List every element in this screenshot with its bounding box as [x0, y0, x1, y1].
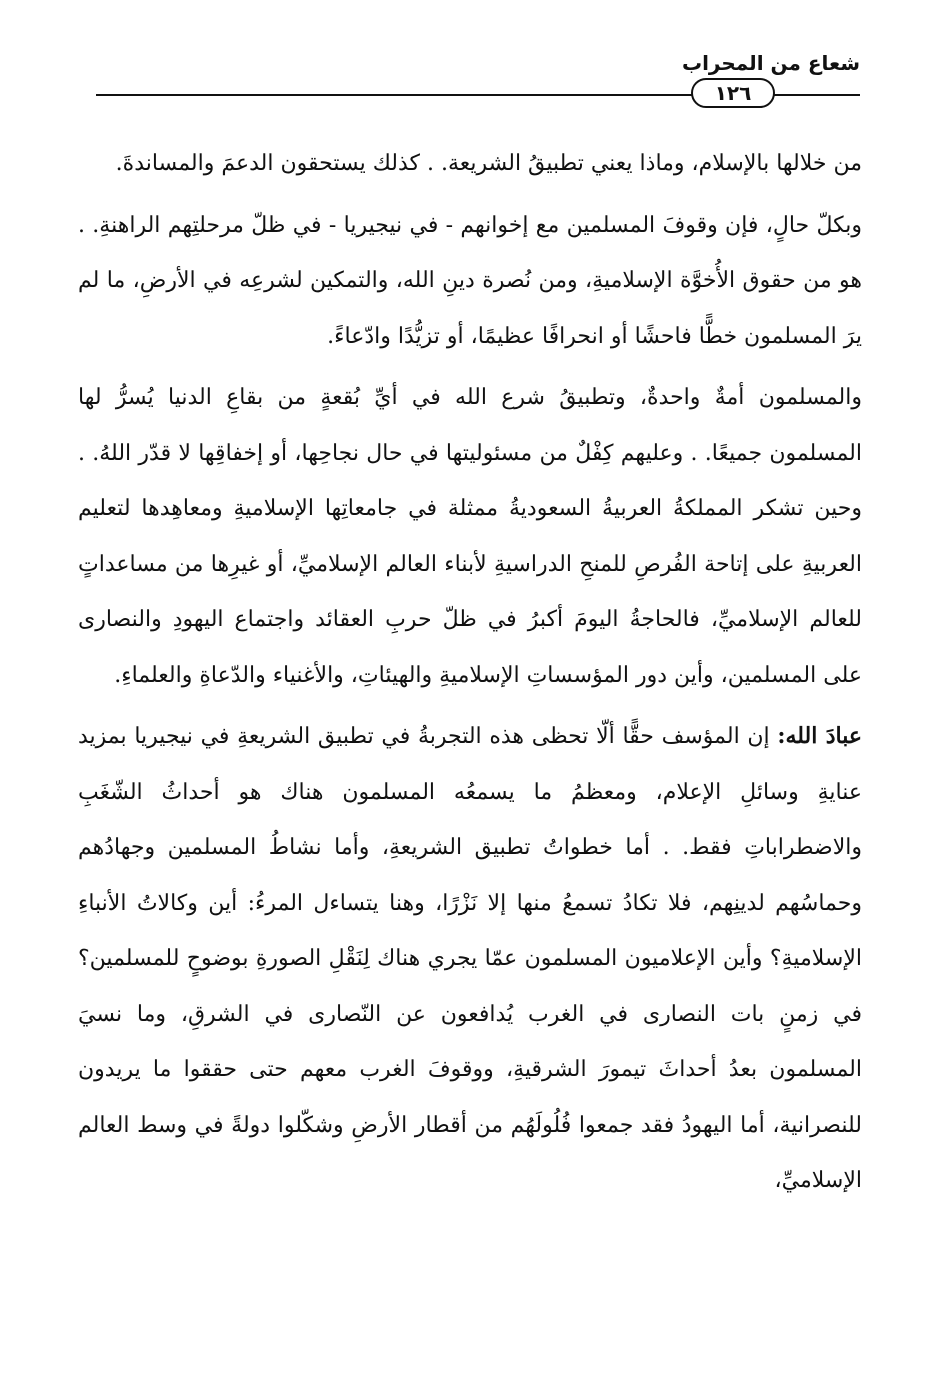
paragraph-1-text: من خلالها بالإسلام، وماذا يعني تطبيقُ الشريعة. . كذلك يستحقون الدعمَ والمساندةَ.: [115, 151, 862, 176]
paragraph-3-text: والمسلمون أمةٌ واحدةٌ، وتطبيقُ شرع الله في أيِّ بُقعةٍ من بقاعِ الدنيا يُسرُّ لها المسلمون جميعًا. . وعليهم كِفْلٌ من مسئوليتها في حال نجاحِها، أو إخفاقِها لا قدّر اللهُ. . وحين تشكر المملكةُ العربيةُ السعوديةُ ممثلة في جامعاتِها الإسلاميةِ ومعاهِدها لتعليم العربيةِ على إتاحة الفُرصِ للمنحِ الدراسيةِ لأبناء العالم الإسلاميِّ، أو غيرِها من مساعداتٍ للعالم الإسلاميِّ، فالحاجةُ اليومَ أكبرُ في ظلّ حربِ العقائد واجتماع اليهودِ والنصارى على المسلمين، وأين دور المؤسساتِ الإسلاميةِ والهيئاتِ، والأغنياء والدّعاةِ والعلماءِ.: [78, 385, 863, 688]
paragraph-4-text: إن المؤسف حقًّا ألّا تحظى هذه التجربةُ في تطبيق الشريعةِ في نيجيريا بمزيد عنايةِ وسائلِ الإعلام، ومعظمُ ما يسمعُه المسلمون هناك هو أحداثُ الشّغَبِ والاضطراباتِ فقط. . أما خطواتُ تطبيق الشريعةِ، وأما نشاطُ المسلمين وجهادُهم وحماسُهم لدينِهم، فلا تكادُ تسمعُ منها إلا نَزْرًا، وهنا يتساءل المرءُ: أين وكالاتُ الأنباءِ الإسلاميةِ؟ وأين الإعلاميون المسلمون عمّا يجري هناك لِنَقْلِ الصورةِ بوضوحٍ للمسلمين؟ في زمنٍ بات النصارى في الغرب يُدافعون عن النّصارى في الشرقِ، وما نسيَ المسلمون بعدُ أحداثَ تيمورَ الشرقيةِ، ووقوفَ الغرب معهم حتى حققوا ما يريدون للنصرانية، أما اليهودُ فقد جمعوا فُلُولَهُم من أقطار الأرضِ وشكّلوا دولةً في وسط العالم الإسلاميِّ،: [78, 724, 862, 1193]
body-text: [78, 136, 862, 1209]
page-number-badge: ١٢٦: [691, 78, 775, 108]
paragraph-4: [78, 709, 862, 1209]
paragraph-4-lead-in: عبادَ الله:: [777, 723, 862, 749]
paragraph-2-text: وبكلّ حالٍ، فإن وقوفَ المسلمين مع إخوانهم - في نيجيريا - في ظلّ مرحلتِهم الراهنةِ. . هو من حقوق الأُخوَّة الإسلاميةِ، ومن نُصرة دينِ الله، والتمكين لشرعِه في الأرضِ، ما لم يرَ المسلمون خطًّا فاحشًا أو انحرافًا عظيمًا، أو تزيُّدًا وادّعاءً.: [78, 212, 862, 349]
paragraph-2: [78, 198, 862, 365]
paragraph-3: [78, 370, 862, 703]
paragraph-1: [78, 136, 862, 192]
running-header-title: شعاع من المحراب: [681, 51, 860, 75]
